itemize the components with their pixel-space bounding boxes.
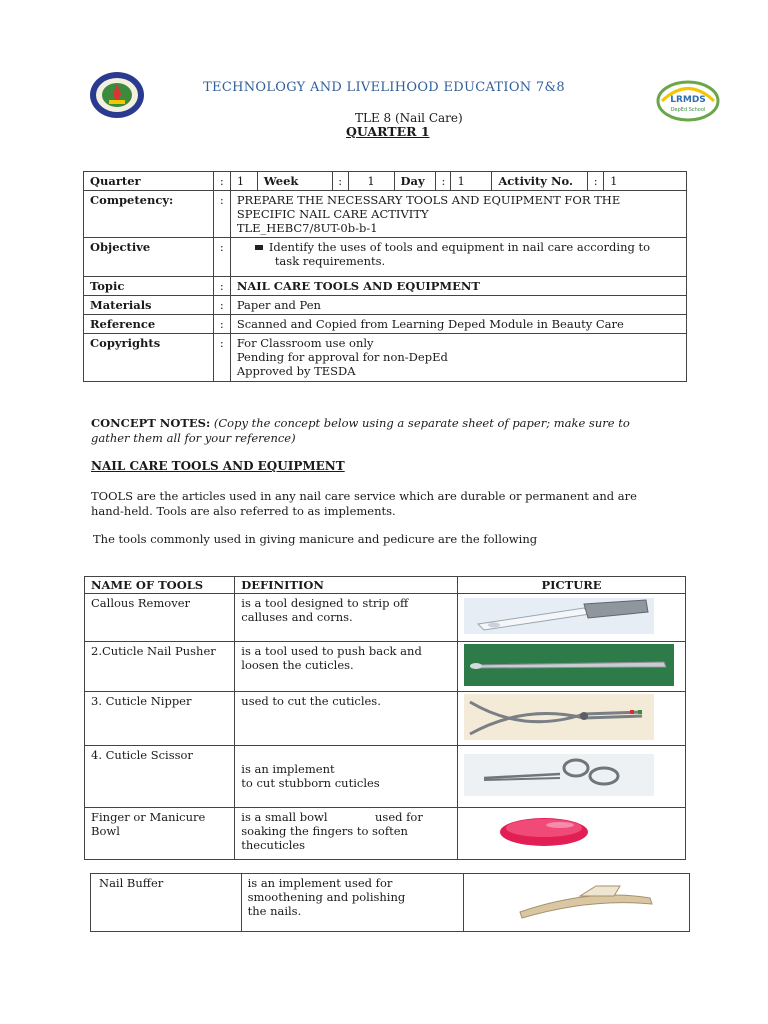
objective-line: task requirements. (274, 254, 386, 268)
quarter-heading: QUARTER 1 (346, 124, 430, 139)
nail-buffer-image (470, 876, 680, 926)
colon: : (213, 334, 230, 382)
competency-label: Competency: (84, 191, 214, 238)
colon: : (213, 238, 230, 277)
topic-label: Topic (84, 277, 214, 296)
tools-table-header (85, 577, 686, 594)
lrmds-logo (656, 80, 720, 122)
day-label: Day (394, 172, 436, 191)
colon: : (588, 172, 604, 191)
tool-picture (458, 808, 686, 860)
lrmds-logo-subtext: DepEd School (670, 107, 706, 113)
cuticle-scissor-image (464, 754, 654, 796)
tool-definition (235, 808, 458, 860)
objective-line: Identify the uses of tools and equipment in nail care according to (268, 240, 651, 254)
info-row-copyrights (84, 334, 687, 382)
objective-label: Objective (84, 238, 214, 277)
definition-line: is a tool used to push back and (241, 644, 422, 658)
definition-line: is a tool designed to strip off (241, 596, 409, 610)
competency-line: SPECIFIC NAIL CARE ACTIVITY (236, 207, 429, 221)
colon: : (436, 172, 451, 191)
column-header-definition: DEFINITION (235, 577, 458, 594)
copyrights-line: Approved by TESDA (236, 364, 356, 378)
objective-value (230, 238, 686, 277)
definition-line: to cut stubborn cuticles (241, 776, 380, 790)
concept-notes (91, 416, 671, 446)
document-subtitle: TLE 8 (Nail Care) (355, 111, 463, 125)
definition-line: calluses and corns. (241, 610, 353, 624)
colon: : (213, 296, 230, 315)
definition-line: smoothening and polishing (247, 890, 406, 904)
info-row-reference (84, 315, 687, 334)
tool-definition (235, 746, 458, 808)
definition-line: is a small bowl used for (241, 810, 423, 824)
info-row-quarter (84, 172, 687, 191)
cuticle-pusher-image (464, 644, 674, 686)
competency-line: PREPARE THE NECESSARY TOOLS AND EQUIPMENT FOR THE (236, 193, 621, 207)
document-title: TECHNOLOGY AND LIVELIHOOD EDUCATION 7&8 (203, 80, 565, 95)
definition-line: is an implement used for (247, 876, 393, 890)
tool-definition (241, 874, 463, 932)
definition-line: used to cut the cuticles. (241, 694, 381, 708)
colon: : (213, 172, 230, 191)
tool-name: 3. Cuticle Nipper (85, 692, 235, 746)
tool-picture (458, 594, 686, 642)
section-title: NAIL CARE TOOLS AND EQUIPMENT (91, 459, 345, 473)
activity-value: 1 (604, 172, 687, 191)
nail-buffer-table (90, 873, 690, 932)
definition-line: loosen the cuticles. (241, 658, 354, 672)
column-header-name: NAME OF TOOLS (85, 577, 235, 594)
colon: : (213, 191, 230, 238)
copyrights-value (230, 334, 686, 382)
table-row (85, 594, 686, 642)
lrmds-logo-text: LRMDS (670, 95, 706, 105)
materials-value: Paper and Pen (230, 296, 686, 315)
activity-label: Activity No. (492, 172, 588, 191)
table-row (85, 746, 686, 808)
colon: : (213, 315, 230, 334)
quarter-value: 1 (230, 172, 257, 191)
tool-definition (235, 692, 458, 746)
copyrights-line: Pending for approval for non-DepEd (236, 350, 448, 364)
definition-line: the nails. (247, 904, 302, 918)
tool-picture (458, 642, 686, 692)
tool-picture (464, 874, 690, 932)
colon: : (332, 172, 348, 191)
concept-notes-instruction: (Copy the concept below using a separate sheet of paper; make sure to gather them all for your reference) (91, 416, 630, 445)
tool-name: 2.Cuticle Nail Pusher (85, 642, 235, 692)
tools-definition-paragraph: TOOLS are the articles used in any nail care service which are durable or permanent and are hand-held. Tools are also referred to as implements. (91, 489, 637, 518)
table-row (85, 642, 686, 692)
day-value: 1 (451, 172, 492, 191)
tool-definition (235, 594, 458, 642)
manicure-bowl-image (464, 810, 654, 854)
tool-definition (235, 642, 458, 692)
competency-value (230, 191, 686, 238)
reference-value: Scanned and Copied from Learning Deped Module in Beauty Care (230, 315, 686, 334)
materials-label: Materials (84, 296, 214, 315)
table-row (85, 692, 686, 746)
copyrights-label: Copyrights (84, 334, 214, 382)
table-row (85, 808, 686, 860)
tools-table (84, 576, 686, 860)
copyrights-line: For Classroom use only (236, 336, 374, 350)
topic-value: NAIL CARE TOOLS AND EQUIPMENT (230, 277, 686, 296)
tool-picture (458, 746, 686, 808)
quarter-label: Quarter (84, 172, 214, 191)
week-value: 1 (348, 172, 394, 191)
bullet-icon (255, 245, 263, 250)
tool-name: Nail Buffer (91, 874, 242, 932)
week-label: Week (257, 172, 332, 191)
info-row-topic (84, 277, 687, 296)
colon: : (213, 277, 230, 296)
callous-remover-image (464, 596, 654, 636)
tool-name: 4. Cuticle Scissor (85, 746, 235, 808)
tool-picture (458, 692, 686, 746)
column-header-picture: PICTURE (458, 577, 686, 594)
info-row-materials (84, 296, 687, 315)
table-row (91, 874, 690, 932)
tool-name: Callous Remover (85, 594, 235, 642)
tool-name: Finger or Manicure Bowl (85, 808, 235, 860)
reference-label: Reference (84, 315, 214, 334)
definition-line: thecuticles (241, 838, 306, 852)
lesson-info-table (83, 171, 687, 382)
definition-line (241, 748, 451, 762)
common-tools-intro: The tools commonly used in giving manicure and pedicure are the following (93, 532, 538, 546)
concept-notes-label: CONCEPT NOTES: (91, 416, 211, 430)
info-row-competency (84, 191, 687, 238)
cuticle-nipper-image (464, 694, 654, 740)
competency-code: TLE_HEBC7/8UT-0b-b-1 (236, 221, 378, 235)
definition-line: is an implement (241, 762, 335, 776)
info-row-objective (84, 238, 687, 277)
deped-seal-logo (88, 70, 146, 120)
definition-line: soaking the fingers to soften (241, 824, 408, 838)
